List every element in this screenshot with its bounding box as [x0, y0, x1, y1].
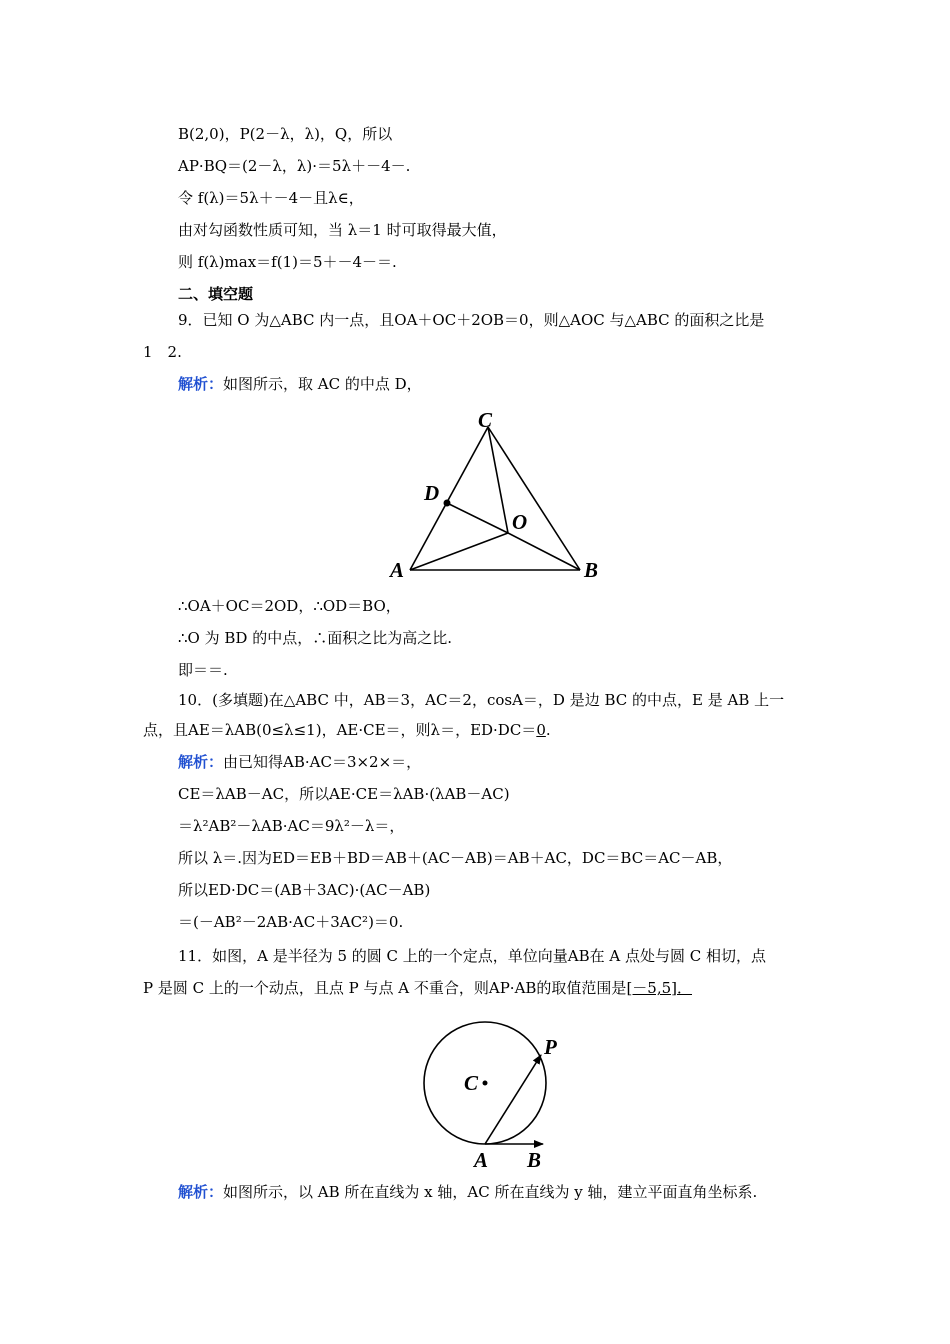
- question-9-line1: 9．已知 O 为△ABC 内一点，且OA＋OC＋2OB＝0，则△AOC 与△ABC 的面积之比是: [178, 311, 765, 329]
- label-c: C: [464, 1071, 479, 1095]
- question-11-line1: 11．如图，A 是半径为 5 的圆 C 上的一个定点，单位向量AB在 A 点处与圆 C 相切，点: [178, 947, 767, 965]
- point-d-dot: [444, 500, 451, 507]
- center-c-dot: [483, 1081, 488, 1086]
- solution-label: 解析：: [178, 375, 224, 393]
- solution-line: ＝(－AB²－2AB·AC＋3AC²)＝0.: [178, 913, 404, 931]
- question-9-solution: [178, 374, 422, 394]
- segment-ac: [410, 427, 488, 570]
- question-text: 点，且AE＝λAB(0≤λ≤1)，AE·CE＝，则λ＝，ED·DC＝: [143, 721, 537, 739]
- solution-line: AP·BQ＝(2－λ，λ)·＝5λ＋－4－.: [178, 157, 411, 175]
- question-10-line1: 10．(多填题)在△ABC 中，AB＝3，AC＝2，cosA＝，D 是边 BC 的中点，E 是 AB 上一: [178, 691, 785, 709]
- solution-line: 则 f(λ)max＝f(1)＝5＋－4－＝.: [178, 253, 397, 271]
- label-a: A: [474, 1148, 489, 1172]
- solution-line: ＝λ²AB²－λAB·AC＝9λ²－λ＝，: [178, 817, 405, 835]
- solution-line: 所以 λ＝.因为ED＝EB＋BD＝AB＋(AC－AB)＝AB＋AC，DC＝BC＝AC－AB，: [178, 849, 733, 867]
- label-a: A: [390, 558, 405, 582]
- solution-text: 如图所示，取 AC 的中点 D，: [223, 375, 422, 393]
- label-b: B: [584, 558, 599, 582]
- label-o: O: [512, 510, 528, 534]
- circle-figure: [410, 1020, 580, 1175]
- label-d: D: [424, 481, 440, 505]
- section-heading: 二、填空题: [178, 285, 254, 303]
- solution-line: 所以ED·DC＝(AB＋3AC)·(AC－AB): [178, 881, 431, 899]
- solution-line: 即＝＝.: [178, 661, 228, 679]
- solution-line: 由对勾函数性质可知，当 λ＝1 时可取得最大值，: [178, 221, 507, 239]
- solution-label: 解析：: [178, 1183, 224, 1201]
- label-c: C: [478, 408, 493, 432]
- segment-do: [447, 503, 508, 533]
- question-10-line2: [143, 720, 551, 740]
- answer-blank: 0: [536, 721, 546, 739]
- question-10-solution: [178, 752, 421, 772]
- solution-text: 由已知得AB·AC＝3×2×＝，: [223, 753, 422, 771]
- solution-text: 如图所示，以 AB 所在直线为 x 轴，AC 所在直线为 y 轴，建立平面直角坐标系.: [223, 1183, 758, 1201]
- question-text: P 是圆 C 上的一个动点，且点 P 与点 A 不重合，则AP·AB的取值范围是: [143, 979, 627, 997]
- label-b: B: [527, 1148, 542, 1172]
- label-p: P: [544, 1035, 557, 1059]
- question-11-solution: [178, 1182, 757, 1202]
- solution-line: CE＝λAB－AC，所以AE·CE＝λAB·(λAB－AC): [178, 785, 510, 803]
- solution-line: ∴O 为 BD 的中点，∴面积之比为高之比.: [178, 629, 452, 647]
- triangle-figure: [380, 405, 610, 585]
- solution-line: B(2,0)，P(2－λ，λ)，Q，所以: [178, 125, 393, 143]
- solution-label: 解析：: [178, 753, 224, 771]
- solution-line: 令 f(λ)＝5λ＋－4－且λ∈，: [178, 189, 364, 207]
- question-text: .: [545, 721, 551, 739]
- solution-line: ∴OA＋OC＝2OD，∴OD＝BO，: [178, 597, 401, 615]
- segment-bo: [508, 533, 580, 570]
- vector-ap: [485, 1055, 541, 1144]
- question-9-line2: 1 2.: [143, 343, 182, 361]
- segment-ao: [410, 533, 508, 570]
- question-11-line2: [143, 978, 692, 998]
- answer-blank: [－5,5]．: [626, 979, 692, 997]
